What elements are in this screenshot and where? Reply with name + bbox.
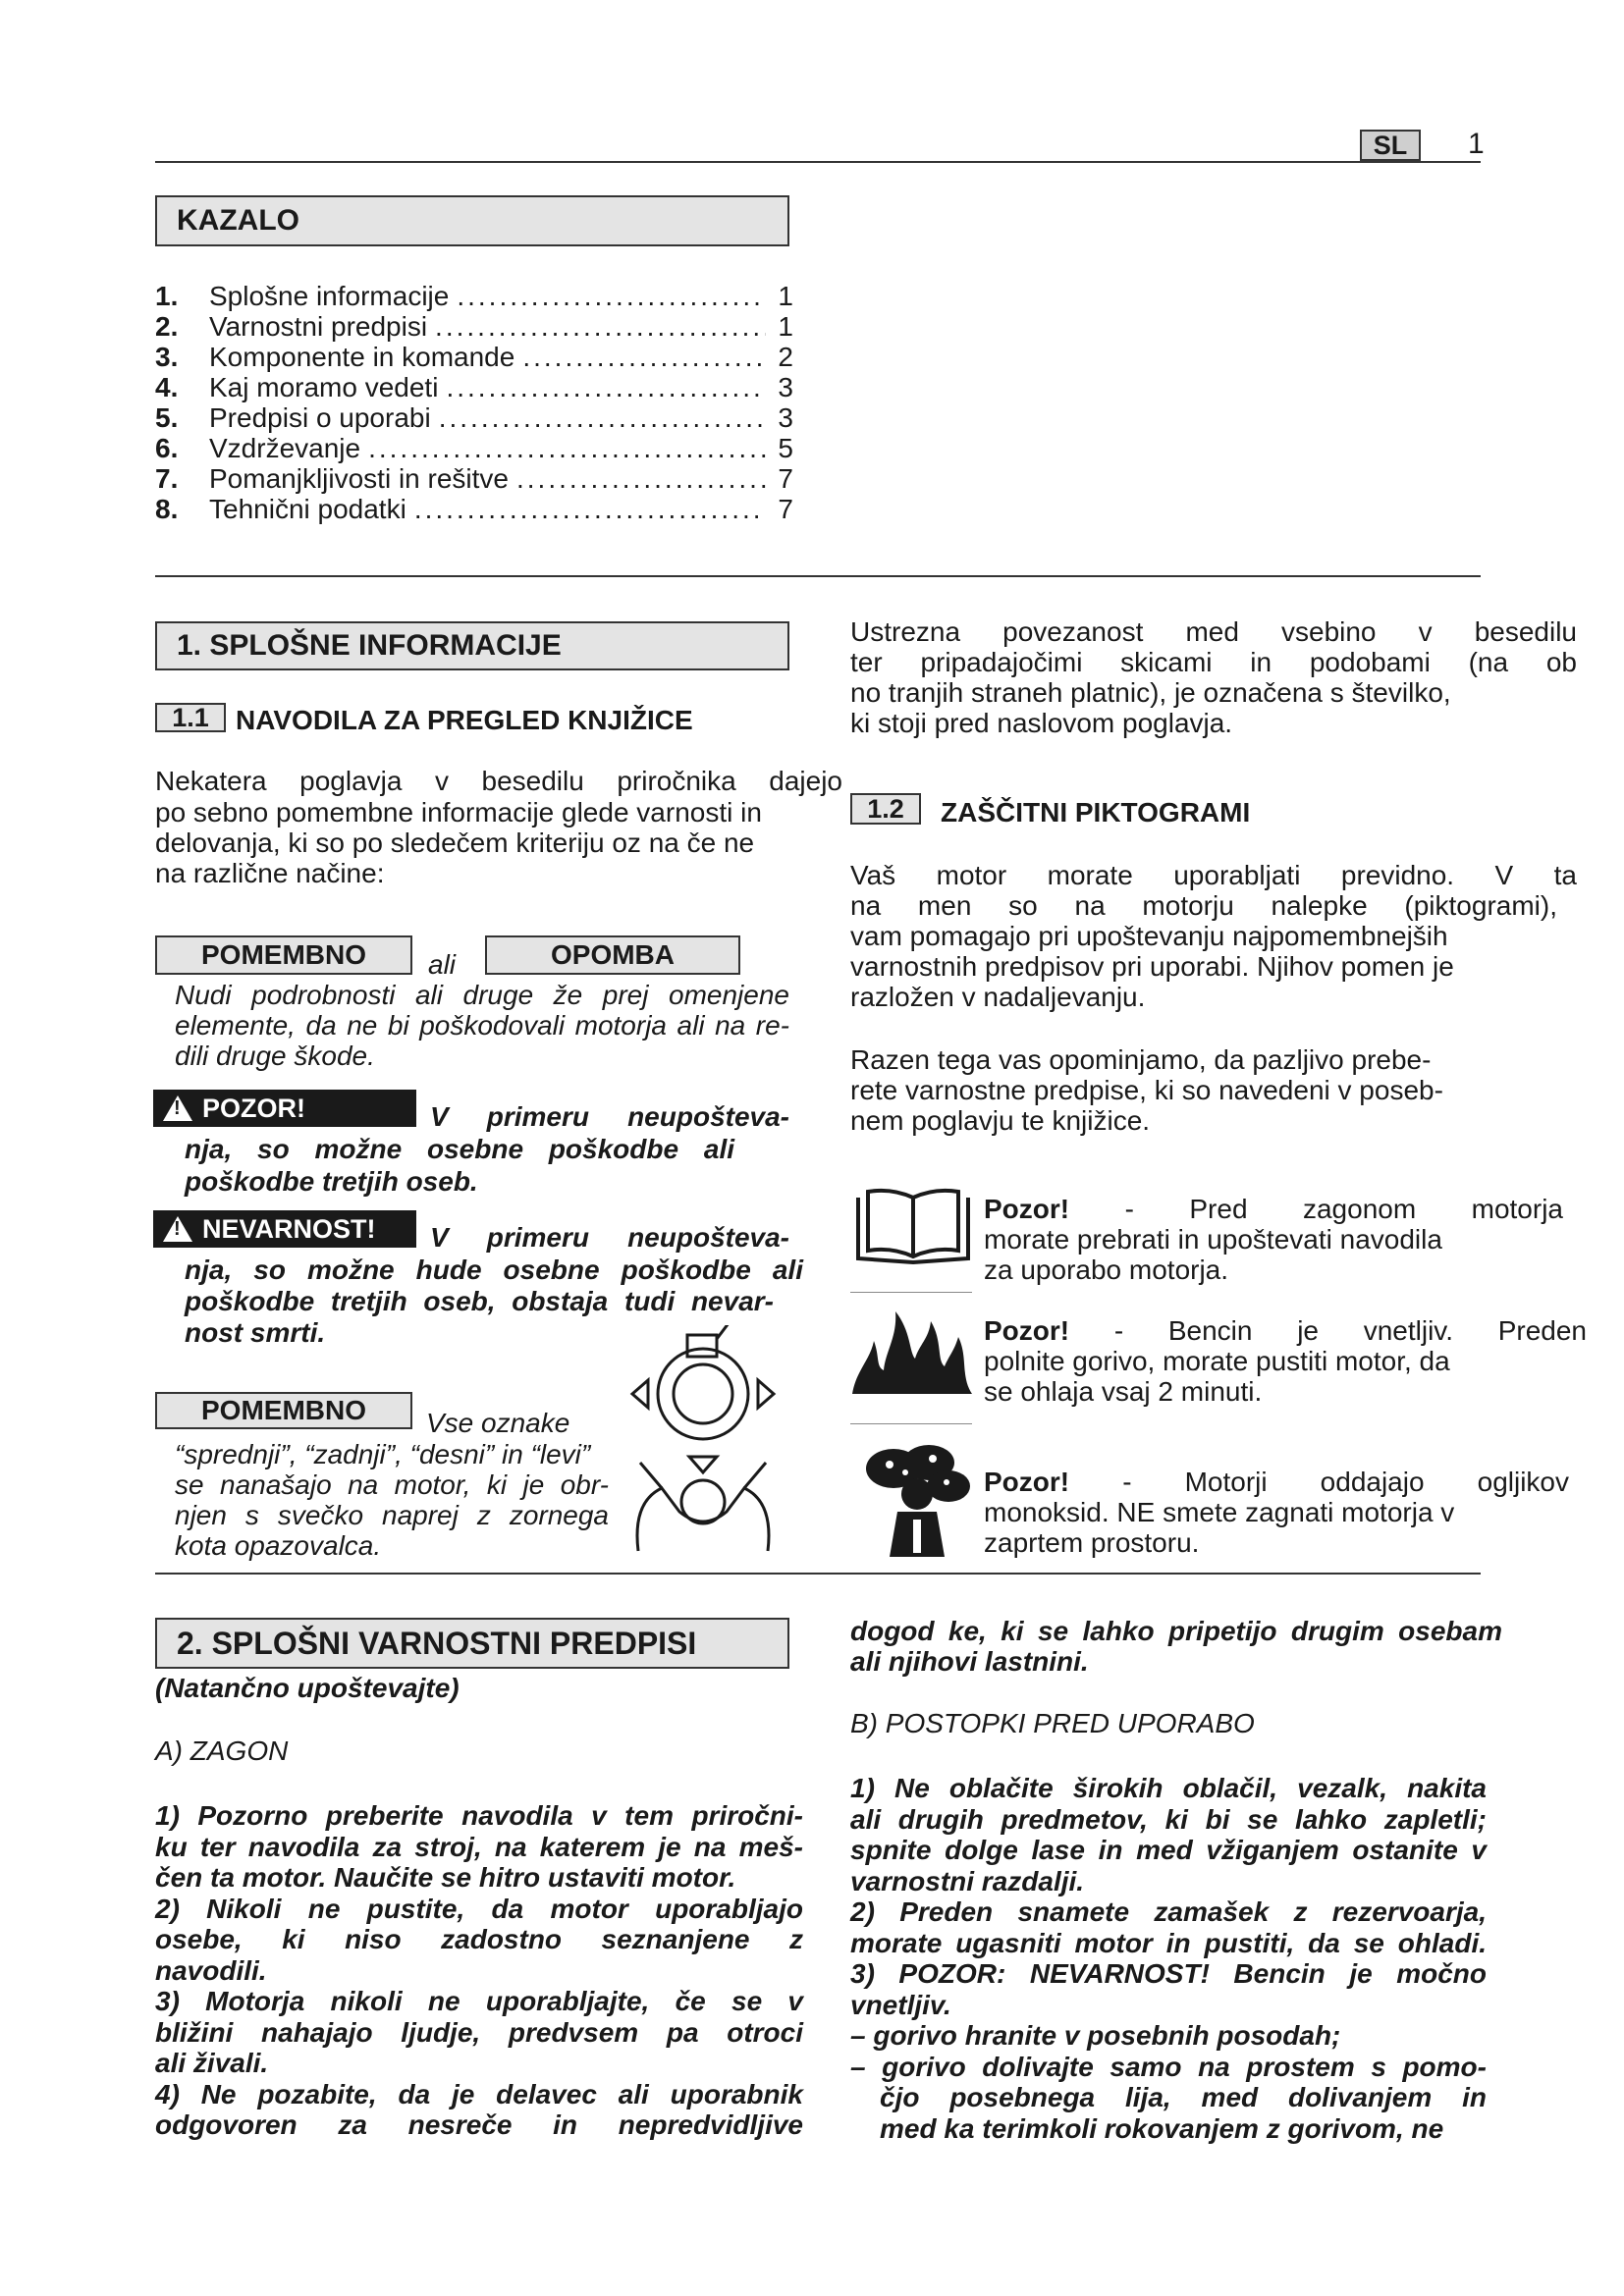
text-line: nja, so možne osebne poškodbe ali <box>185 1134 734 1164</box>
pictogram-2-line: se ohlaja vsaj 2 minuti. <box>984 1376 1263 1407</box>
toc-item-leader <box>368 433 766 464</box>
toc-item-number: 1. <box>155 281 179 311</box>
pictogram-1-line: morate prebrati in upoštevati navodila <box>984 1224 1442 1255</box>
pomembno2-label: POMEMBNO <box>155 1392 412 1429</box>
text-line: nja, so možne hude osebne poškodbe ali <box>185 1255 803 1285</box>
pictogram-3-line: monoksid. NE smete zagnati motorja v <box>984 1497 1455 1527</box>
list-item: – gorivo hranite v posebnih posodah; <box>850 2020 1341 2051</box>
toc-item <box>155 372 793 403</box>
text-line: njen s svečko naprej z zornega <box>175 1500 609 1530</box>
text-line: elemente, da ne bi poškodovali motorja ali na re- <box>175 1010 789 1041</box>
toc-item-leader <box>439 402 766 434</box>
section1-title: 1. SPLOŠNE INFORMACIJE <box>155 621 789 670</box>
toc-item-number: 5. <box>155 402 179 433</box>
section2-a-title: A) ZAGON <box>155 1735 289 1766</box>
toc-item-label: Vzdrževanje <box>209 433 361 463</box>
toc-item-number: 6. <box>155 433 179 463</box>
toc-item <box>155 494 793 525</box>
text-line: Vse oznake <box>426 1408 570 1438</box>
toc-item <box>155 463 793 495</box>
text-line: 3) Motorja nikoli ne uporabljajte, če se v <box>155 1986 803 2016</box>
text-line: ali njihovi lastnini. <box>850 1646 1089 1677</box>
text-line: vam pomagajo pri upoštevanju najpomembnejših <box>850 921 1448 951</box>
text-line: Nudi podrobnosti ali druge že prej omenjene <box>175 980 789 1010</box>
text-line: “sprednji”, “zadnji”, “desni” in “levi” <box>175 1439 591 1469</box>
warning-icon <box>163 1216 192 1242</box>
text-line: spnite dolge lase in med vžiganjem ostanite v <box>850 1835 1487 1865</box>
text-line: 3) POZOR: NEVARNOST! Bencin je močno <box>850 1958 1487 1989</box>
section1-rule <box>155 1573 1481 1575</box>
text-line: ali drugih predmetov, ki bi se lahko zapletli; <box>850 1803 1487 1835</box>
toc-item <box>155 342 793 373</box>
book-icon <box>854 1188 972 1266</box>
text-line <box>984 1467 1569 1497</box>
pictogram-3-line: zaprtem prostoru. <box>984 1527 1200 1558</box>
text-line: nem poglavju te knjižice. <box>850 1105 1151 1136</box>
subsection-1-1-title: NAVODILA ZA PREGLED KNJIŽICE <box>236 705 693 735</box>
text-line: no tranjih straneh platnic), je označena s številko, <box>850 677 1451 708</box>
toc-item-label: Predpisi o uporabi <box>209 402 431 433</box>
section2-b-title: B) POSTOPKI PRED UPORABO <box>850 1708 1255 1738</box>
text-line: navodili. <box>155 1954 267 1986</box>
toc-item <box>155 281 793 312</box>
text-line: dili druge škode. <box>175 1041 375 1071</box>
text-line: se nanašajo na motor, ki je obr- <box>175 1469 609 1500</box>
exhaust-gas-icon <box>850 1443 974 1559</box>
intro-line: po sebno pomembne informacije glede varnosti in <box>155 797 762 828</box>
toc-item-page: 1 <box>778 281 793 311</box>
text-line: Razen tega vas opominjamo, da pazljivo prebe- <box>850 1044 1432 1075</box>
subsection-1-2-number: 1.2 <box>850 793 921 825</box>
pictogram-1-bold: Pozor! <box>984 1194 1070 1224</box>
text-line: ki stoji pred naslovom poglavja. <box>850 708 1233 738</box>
toc-item-number: 2. <box>155 311 179 342</box>
toc-item-leader <box>457 281 766 312</box>
toc-item-page: 1 <box>778 311 793 342</box>
section2-subtitle: (Natančno upoštevajte) <box>155 1673 460 1703</box>
fire-icon <box>850 1302 974 1396</box>
list-item: čjo posebnega lija, med dolivanjem in <box>880 2082 1487 2112</box>
toc-item-leader <box>446 372 766 403</box>
text-line: odgovoren za nesreče in nepredvidljive <box>155 2109 803 2140</box>
toc-item-label: Komponente in komande <box>209 342 515 372</box>
pozor-label <box>153 1090 416 1127</box>
pictogram-1-line: za uporabo motorja. <box>984 1255 1229 1285</box>
toc-rule <box>155 575 1481 577</box>
toc-item-page: 3 <box>778 402 793 433</box>
toc-item-leader <box>435 311 766 343</box>
list-item: med ka terimkoli rokovanjem z gorivom, ne <box>880 2112 1444 2144</box>
pictogram-2-text <box>984 1315 1587 1407</box>
text-line <box>984 1315 1587 1346</box>
pictogram-separator <box>850 1292 972 1293</box>
opomba-label: OPOMBA <box>485 935 740 975</box>
text-line: varnostni razdalji. <box>850 1865 1085 1896</box>
toc-item-page: 5 <box>778 433 793 463</box>
text-line: V primeru neupošteva- <box>430 1222 789 1253</box>
section2-title: 2. SPLOŠNI VARNOSTNI PREDPISI <box>155 1618 789 1669</box>
warning-icon <box>163 1095 192 1121</box>
toc-item-number: 7. <box>155 463 179 494</box>
text-line: V primeru neupošteva- <box>430 1101 789 1132</box>
nevarnost-label <box>153 1210 416 1248</box>
intro-line: na različne načine: <box>155 858 385 888</box>
pictogram-3-text <box>984 1467 1569 1558</box>
pictogram-3-line: - Motorji oddajajo ogljikov <box>1122 1467 1569 1497</box>
toc-item-label: Varnostni predpisi <box>209 311 428 342</box>
toc-item-number: 8. <box>155 494 179 524</box>
toc-item-leader <box>522 342 766 373</box>
text-line: ter pripadajočimi skicami in podobami (na ob <box>850 647 1577 677</box>
text-line: 1) Pozorno preberite navodila v tem priročni- <box>155 1800 803 1831</box>
toc-item-label: Pomanjkljivosti in rešitve <box>209 463 509 494</box>
pictogram-3-bold: Pozor! <box>984 1467 1070 1497</box>
toc-item-label: Kaj moramo vedeti <box>209 372 439 402</box>
toc-item-leader <box>516 463 766 495</box>
text-line <box>984 1194 1563 1224</box>
text-line: varnostnih predpisov pri uporabi. Njihov pomen je <box>850 951 1454 982</box>
text-line: 1) Ne oblačite širokih oblačil, vezalk, nakita <box>850 1773 1487 1803</box>
text-line: čen ta motor. Naučite se hitro ustaviti motor. <box>155 1862 736 1893</box>
text-line: ali živali. <box>155 2048 269 2078</box>
toc-item <box>155 311 793 343</box>
text-line: osebe, ki niso zadostno seznanjene z <box>155 1924 803 1954</box>
orientation-illustration <box>619 1325 795 1561</box>
intro-line: delovanja, ki so po sledečem kriteriju oz na če ne <box>155 828 755 858</box>
pictogram-2-line: - Bencin je vnetljiv. Preden <box>1113 1315 1587 1346</box>
text-line: na men so na motorju nalepke (piktogrami), <box>850 890 1557 921</box>
intro-line: Nekatera poglavja v besedilu priročnika dajejo <box>155 766 842 796</box>
text-line: razložen v nadaljevanju. <box>850 982 1146 1012</box>
pictogram-1-text <box>984 1194 1563 1285</box>
text-line: kota opazovalca. <box>175 1530 382 1561</box>
pictogram-2-bold: Pozor! <box>984 1315 1070 1346</box>
text-line: poškodbe tretjih oseb, obstaja tudi nevar- <box>185 1286 774 1316</box>
text-line: morate ugasniti motor in pustiti, da se ohladi. <box>850 1927 1487 1958</box>
text-line: nost smrti. <box>185 1317 326 1348</box>
text-line: 4) Ne pozabite, da je delavec ali uporabnik <box>155 2078 803 2109</box>
toc-item-number: 3. <box>155 342 179 372</box>
text-line: ku ter navodila za stroj, na katerem je na meš- <box>155 1831 803 1862</box>
ali-word: ali <box>428 949 457 980</box>
toc-title: KAZALO <box>155 195 789 246</box>
toc-item-leader <box>414 494 766 525</box>
text-line: rete varnostne predpise, ki so navedeni v poseb- <box>850 1075 1443 1105</box>
toc-item-page: 7 <box>778 494 793 524</box>
toc-item-number: 4. <box>155 372 179 402</box>
language-badge: SL <box>1360 130 1421 161</box>
pozor-label-text: POZOR! <box>202 1093 305 1123</box>
toc-item-label: Tehnični podatki <box>209 494 406 524</box>
toc-item-label: Splošne informacije <box>209 281 450 311</box>
text-line: vnetljiv. <box>850 1989 951 2020</box>
pictogram-1-line: - Pred zagonom motorja <box>1124 1194 1563 1224</box>
pictogram-separator <box>850 1423 972 1424</box>
text-line: Vaš motor morate uporabljati previdno. V ta <box>850 860 1577 890</box>
toc-item-page: 7 <box>778 463 793 494</box>
text-line: Ustrezna povezanost med vsebino v besedilu <box>850 616 1577 647</box>
subsection-1-1-number: 1.1 <box>155 703 226 732</box>
list-item: – gorivo dolivajte samo na prostem s pomo- <box>850 2051 1487 2082</box>
text-line: poškodbe tretjih oseb. <box>185 1166 478 1197</box>
nevarnost-label-text: NEVARNOST! <box>202 1213 376 1244</box>
page-number: 1 <box>1468 128 1485 160</box>
toc-item <box>155 402 793 434</box>
text-line: 2) Preden snamete zamašek z rezervoarja, <box>850 1896 1487 1927</box>
header-rule <box>155 161 1481 163</box>
subsection-1-2-title: ZAŠČITNI PIKTOGRAMI <box>941 797 1251 828</box>
text-line: bližini nahajajo ljudje, predvsem pa otroci <box>155 2016 803 2048</box>
toc-item-page: 3 <box>778 372 793 402</box>
toc-item <box>155 433 793 464</box>
text-line: dogod ke, ki se lahko pripetijo drugim osebam <box>850 1616 1502 1646</box>
pictogram-2-line: polnite gorivo, morate pustiti motor, da <box>984 1346 1450 1376</box>
text-line: 2) Nikoli ne pustite, da motor uporabljajo <box>155 1893 803 1924</box>
pomembno-label: POMEMBNO <box>155 935 412 975</box>
toc-item-page: 2 <box>778 342 793 372</box>
